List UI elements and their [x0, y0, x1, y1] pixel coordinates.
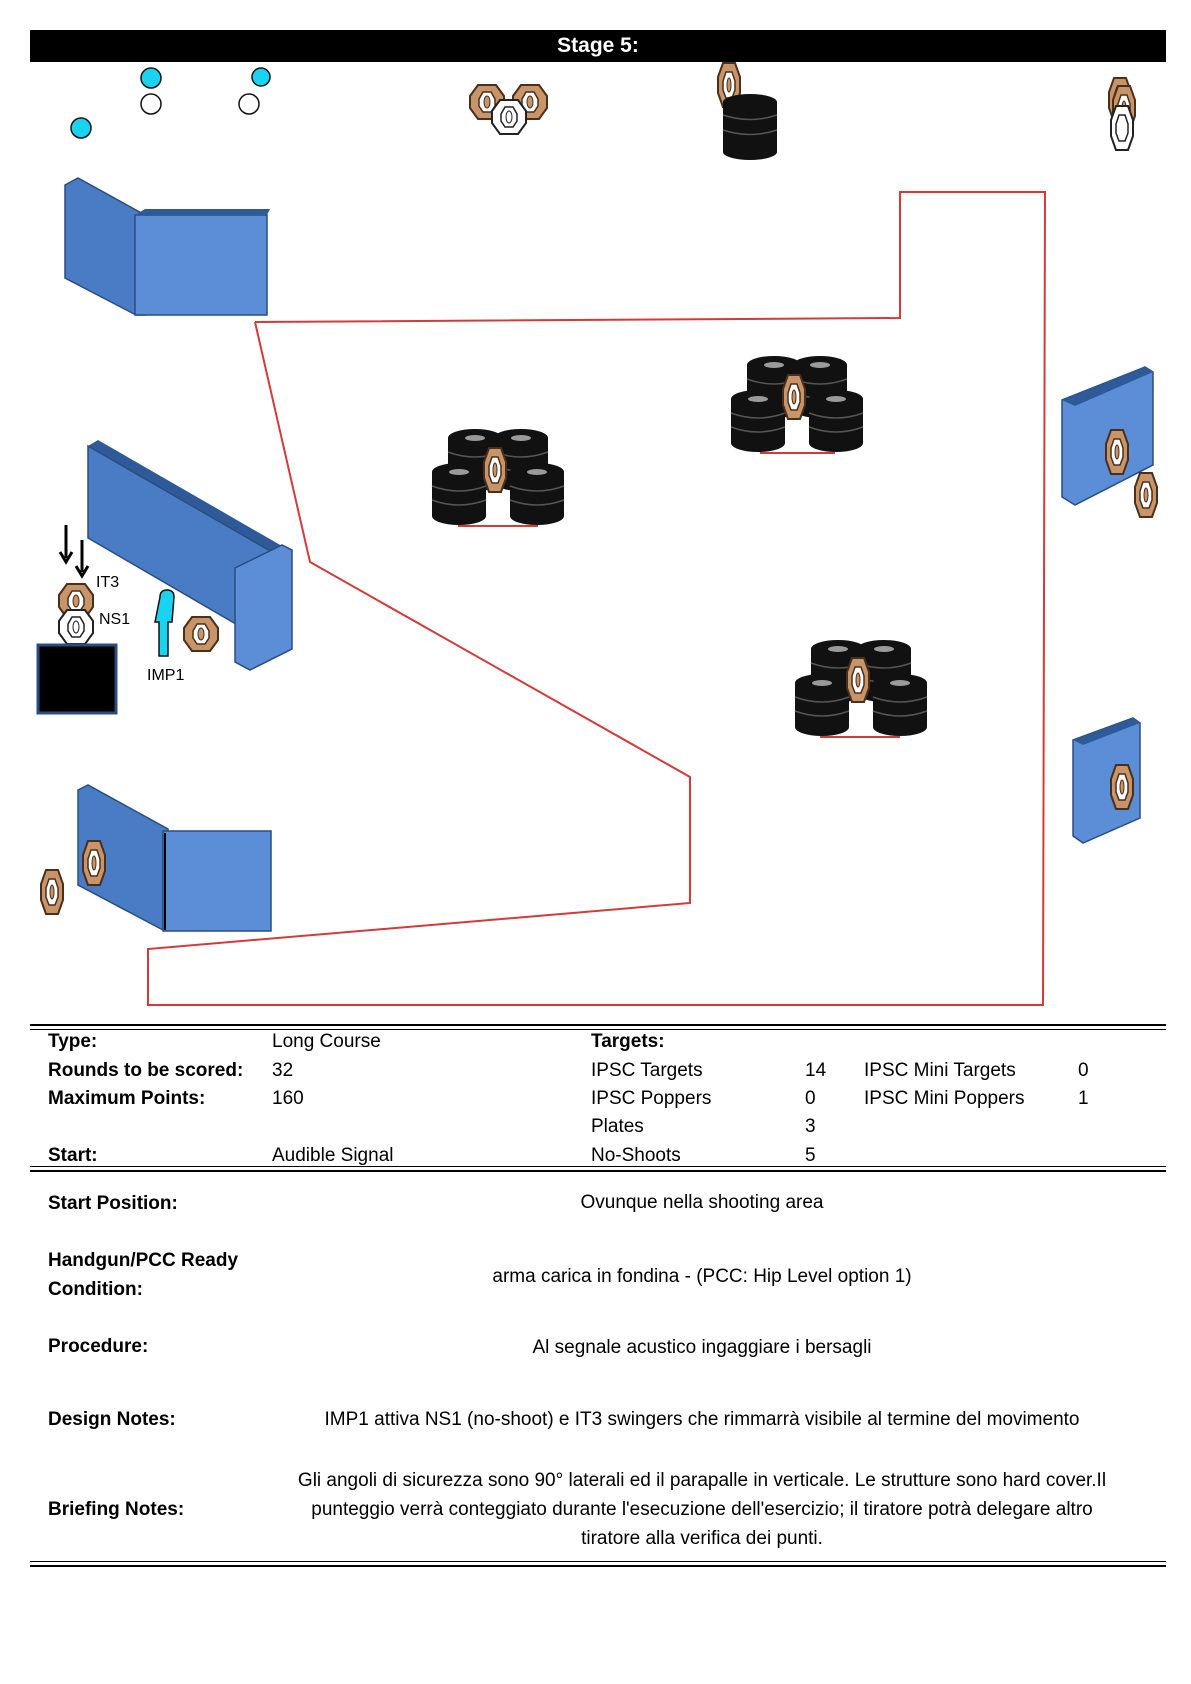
maxpoints-label: Maximum Points:	[48, 1088, 206, 1109]
noshoots-label: No-Shoots	[591, 1145, 681, 1166]
targets-label: Targets:	[591, 1031, 665, 1052]
activator-box	[38, 645, 116, 713]
maxpoints-value: 160	[272, 1088, 304, 1109]
barrel-group-2	[731, 356, 863, 453]
briefing-notes-line3: tiratore alla verifica dei punti.	[581, 1528, 823, 1549]
plates-label: Plates	[591, 1116, 644, 1137]
popper	[71, 118, 91, 138]
rounds-value: 32	[272, 1060, 294, 1081]
ipsc-poppers-label: IPSC Poppers	[591, 1088, 712, 1109]
mini-poppers-value: 1	[1078, 1088, 1089, 1109]
ready-value: arma carica in fondina - (PCC: Hip Level option 1)	[492, 1266, 912, 1287]
ready-label-line2: Condition:	[48, 1279, 143, 1300]
ready-label-line1: Handgun/PCC Ready	[48, 1250, 239, 1271]
design-notes-label: Design Notes:	[48, 1409, 176, 1430]
start-position-value: Ovunque nella shooting area	[580, 1192, 824, 1213]
label-imp1: IMP1	[147, 667, 185, 684]
target-group-top-center	[470, 85, 547, 134]
type-label: Type:	[48, 1031, 98, 1052]
label-ns1: NS1	[99, 611, 131, 628]
start-position-label: Start Position:	[48, 1193, 178, 1214]
start-label: Start:	[48, 1145, 98, 1166]
wall-right-lower	[1073, 718, 1140, 843]
barrel-stack-top	[718, 63, 777, 160]
briefing-notes-label: Briefing Notes:	[48, 1499, 185, 1520]
mini-targets-label: IPSC Mini Targets	[864, 1060, 1016, 1081]
briefing-notes-line1: Gli angoli di sicurezza sono 90° laterali ed il parapalle in verticale. Le strutture sono hard cover.Il	[297, 1470, 1107, 1491]
mini-popper-imp1	[155, 590, 174, 656]
popper	[141, 68, 161, 88]
start-value: Audible Signal	[272, 1145, 394, 1166]
plate	[239, 94, 259, 114]
procedure-label: Procedure:	[48, 1336, 149, 1357]
briefing-notes-line2: punteggio verrà conteggiato durante l'esecuzione dell'esercizio; il tiratore potrà delegare altro	[311, 1499, 1093, 1520]
procedure-value: Al segnale acustico ingaggiare i bersagli	[532, 1337, 872, 1358]
rounds-label: Rounds to be scored:	[48, 1060, 244, 1081]
target-group-top-right	[1109, 78, 1135, 150]
wall-top-left	[65, 178, 270, 315]
ipsc-targets-value: 14	[805, 1060, 827, 1081]
noshoots-value: 5	[805, 1145, 816, 1166]
popper	[252, 68, 270, 86]
plates-and-poppers	[71, 68, 270, 138]
barrel-group-1	[432, 429, 564, 526]
plate	[141, 94, 161, 114]
mini-targets-value: 0	[1078, 1060, 1089, 1081]
type-value: Long Course	[272, 1031, 381, 1052]
plates-value: 3	[805, 1116, 816, 1137]
ipsc-targets-label: IPSC Targets	[591, 1060, 703, 1081]
wall-right-upper	[1062, 367, 1157, 517]
barrel-group-3	[795, 640, 927, 737]
ipsc-poppers-value: 0	[805, 1088, 816, 1109]
label-it3: IT3	[96, 574, 120, 591]
stage-title: Stage 5:	[30, 30, 1166, 62]
wall-bottom-left	[41, 785, 271, 931]
mini-poppers-label: IPSC Mini Poppers	[864, 1088, 1025, 1109]
design-notes-value: IMP1 attiva NS1 (no-shoot) e IT3 swingers che rimmarrà visibile al termine del movimento	[324, 1409, 1080, 1430]
